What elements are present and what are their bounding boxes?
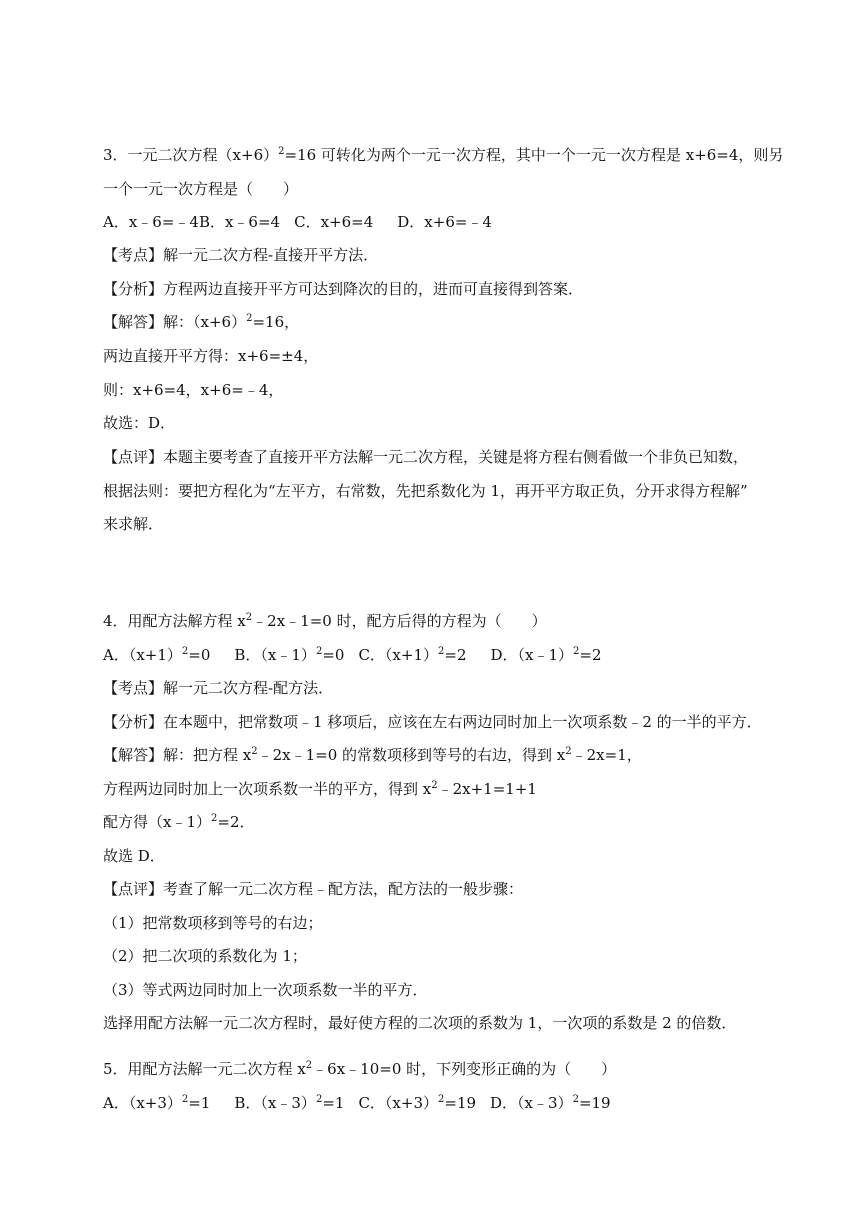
q4-dianping: 【点评】考查了解一元二次方程﹣配方法，配方法的一般步骤： xyxy=(103,880,524,898)
q3-step-1: 两边直接开平方得：x+6=±4， xyxy=(103,347,319,365)
q3-dianping-line2: 根据法则：要把方程化为“左平方，右常数，先把系数化为 1，再开平方取正负，分开求得方程解” xyxy=(103,482,748,500)
q3-options xyxy=(103,212,492,232)
q4-kaodian: 【考点】解一元二次方程-配方法． xyxy=(103,679,334,697)
q4-method-step-2: （2）把二次项的系数化为 1； xyxy=(103,947,307,965)
q4-fenxi: 【分析】在本题中，把常数项﹣1 移项后，应该在左右两边同时加上一次项系数﹣2 的一半的平方． xyxy=(103,713,762,731)
q4-option-b: B．（x﹣1）$^2$=0 xyxy=(234,646,345,664)
q4-method-step-3: （3）等式两边同时加上一次项系数一半的平方． xyxy=(103,981,428,999)
q3-jieda: 【解答】解：$(x+6)^2=16$， xyxy=(103,313,300,331)
q3-step-2: 则：x+6=4，x+6=﹣4， xyxy=(103,381,284,399)
q3-option-d: D．x+6=﹣4 xyxy=(397,213,492,231)
q4-stem: 4．用配方法解方程 $x^2﹣2x﹣1=0$ 时，配方后得的方程为（ ） xyxy=(103,612,547,630)
q4-method-step-1: （1）把常数项移到等号的右边； xyxy=(103,914,323,932)
q4-step-3: 故选 D． xyxy=(103,847,165,865)
q4-step-2: 配方得（x﹣1）$^2$=2． xyxy=(103,813,255,831)
q4-jieda: 【解答】解：把方程 $x^2﹣2x﹣1=0$ 的常数项移到等号的右边，得到 $x^2﹣2x=1$， xyxy=(103,746,642,764)
q4-option-a: A．$(x+1)^2=0$ xyxy=(103,646,211,664)
q5-option-a: A．$(x+3)^2=1$ xyxy=(103,1094,211,1112)
q4-option-d: D．（x﹣1）$^2$=2 xyxy=(490,646,602,664)
q5-stem: 5．用配方法解一元二次方程 $x^2﹣6x﹣10=0$ 时，下列变形正确的为（ ） xyxy=(103,1060,617,1078)
q3-dianping-line3: 来求解． xyxy=(103,515,164,533)
q3-stem: 3．一元二次方程$(x+6)^2=16$ 可转化为两个一元一次方程，其中一个一元一次方程是 x+6=4，则另 xyxy=(103,146,784,164)
q4-step-1: 方程两边同时加上一次项系数一半的平方，得到 $x^2﹣2x+1=1+1$ xyxy=(103,780,537,798)
q5-options xyxy=(103,1093,611,1113)
q5-option-d: D．（x﹣3）$^2$=19 xyxy=(490,1094,611,1112)
q3-dianping-line1: 【点评】本题主要考查了直接开平方法解一元二次方程，关键是将方程右侧看做一个非负已知数， xyxy=(103,448,749,466)
q3-step-3: 故选：D． xyxy=(103,414,176,432)
q3-stem-line2: 一个一元一次方程是（ ） xyxy=(103,180,299,198)
q4-option-c: C．$(x+1)^2=2$ xyxy=(358,646,467,664)
q3-option-c: C．x+6=4 xyxy=(294,213,374,231)
q3-kaodian: 【考点】解一元二次方程-直接开平方法． xyxy=(103,246,379,264)
q3-fenxi: 【分析】方程两边直接开平方可达到降次的目的，进而可直接得到答案． xyxy=(103,280,584,298)
q5-option-b: B．（x﹣3）$^2$=1 xyxy=(234,1094,345,1112)
q4-summary: 选择用配方法解一元二次方程时，最好使方程的二次项的系数为 1，一次项的系数是 2 的倍数． xyxy=(103,1014,737,1032)
q3-option-b: B．x﹣6=4 xyxy=(198,213,281,231)
q4-options xyxy=(103,645,602,665)
q3-option-a: A．x﹣6=﹣4 xyxy=(103,213,199,231)
q5-option-c: C．$(x+3)^2=19$ xyxy=(358,1094,477,1112)
